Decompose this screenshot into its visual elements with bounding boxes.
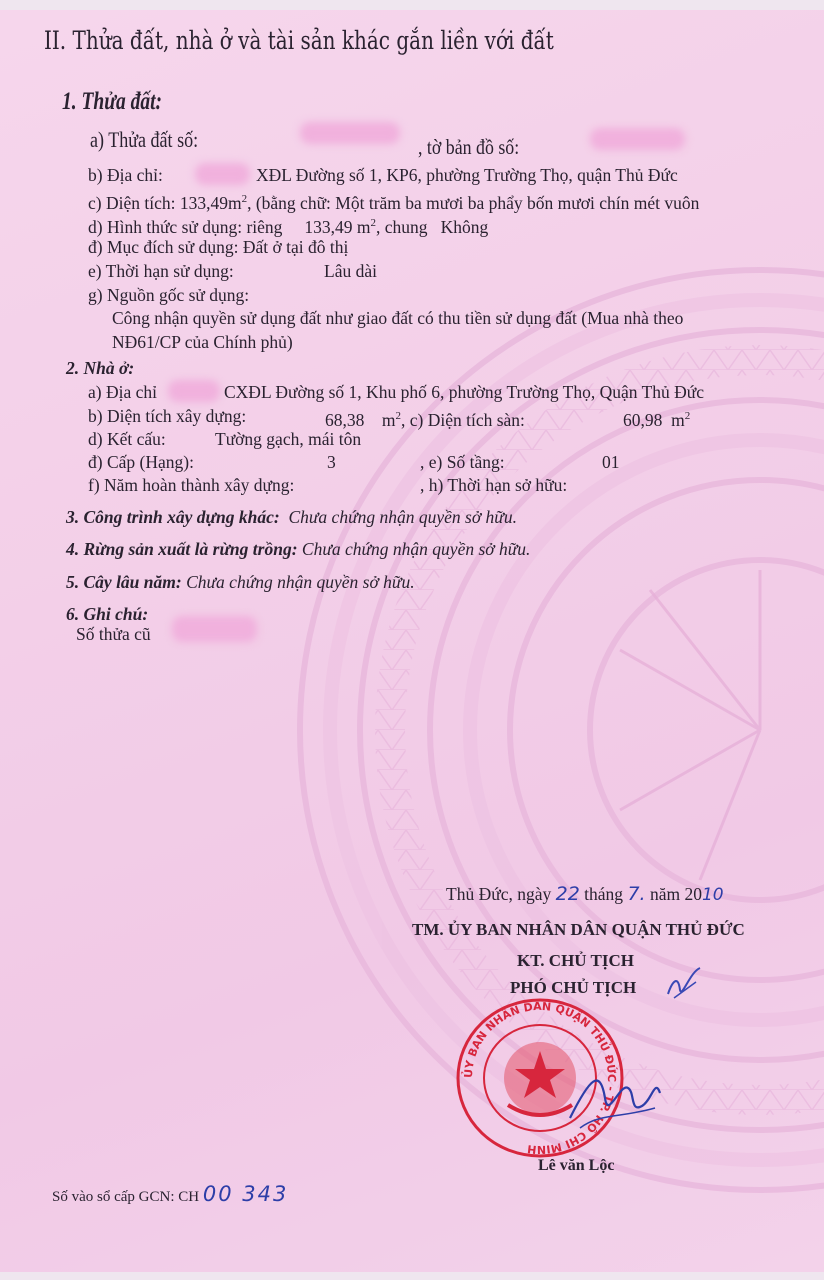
house-heading: 2. Nhà ở: [66,358,135,378]
land-address: XĐL Đường số 1, KP6, phường Trường Thọ, quận Thủ Đức [256,165,678,185]
floor-area-value: 60,98 [623,409,663,430]
land-parcel-number [90,127,199,152]
perennial-trees [66,572,415,592]
land-area-words: , (bằng chữ: Một trăm ba mươi ba phẩy bốn mươi chín mét vuôn [247,192,700,213]
other-works-text: Chưa chứng nhận quyền sở hữu. [288,507,517,527]
other-works [66,507,517,527]
redaction [172,616,257,642]
perennial-trees-heading: 5. Cây lâu năm: [66,572,182,592]
redaction [168,380,220,402]
house-address: CXĐL Đường số 1, Khu phố 6, phường Trường Thọ, Quận Thủ Đức [224,382,705,402]
common-label: , chung [375,216,428,237]
place-date [446,884,724,905]
land-term: Lâu dài [324,261,377,281]
area-unit-sup: 2 [241,193,248,205]
year-handwritten: 10 [701,885,724,905]
house-address-label: a) Địa chỉ [88,382,157,402]
other-works-heading: 3. Công trình xây dựng khác: [66,507,280,527]
area-unit-sup: 2 [370,217,376,229]
registry-number: 00 343 [202,1182,289,1206]
issuing-authority: TM. ỦY BAN NHÂN DÂN QUẬN THỦ ĐỨC [412,920,745,939]
month-label: tháng [584,884,624,904]
build-area [325,406,525,430]
structure-label: d) Kết cấu: [88,429,166,449]
land-area-value: c) Diện tích: 133,49m [88,192,242,213]
land-usage-form [88,213,488,237]
registry-label: Số vào sổ cấp GCN: CH [52,1189,200,1205]
redaction [195,163,250,185]
unit-sup: 2 [684,410,691,422]
planted-forest-text: Chưa chứng nhận quyền sở hữu. [301,539,531,559]
perennial-trees-text: Chưa chứng nhận quyền sở hữu. [186,572,415,592]
signature-scribble [560,1058,670,1138]
certificate-page [0,10,824,1272]
grade: 3 [327,452,336,472]
private-area: 133,49 m [304,216,371,237]
build-area-value: 68,38 [325,409,365,430]
land-area [88,189,699,213]
land-origin-line2: NĐ61/CP của Chính phủ) [112,332,293,352]
redaction [300,122,400,144]
section-title: II. Thửa đất, nhà ở và tài sản khác gắn liền với đất [44,26,554,55]
ownership-term-label: , h) Thời hạn sở hữu: [420,475,568,495]
usage-form-label: d) Hình thức sử dụng: riêng [88,216,283,237]
build-area-label: b) Diện tích xây dựng: [88,406,247,426]
unit-sup: 2 [395,410,401,422]
land-term-label: e) Thời hạn sử dụng: [88,261,234,281]
redaction [590,128,685,150]
land-purpose: đ) Mục đích sử dụng: Đất ở tại đô thị [88,237,349,257]
month-handwritten: 7. [627,883,646,905]
land-address-label: b) Địa chỉ: [88,165,163,185]
planted-forest-heading: 4. Rừng sản xuất là rừng trồng: [66,539,298,559]
unit: m [671,409,685,430]
floor-area [623,406,690,430]
floors: 01 [602,452,620,472]
grade-label: đ) Cấp (Hạng): [88,452,194,472]
floor-area-label: , c) Diện tích sàn: [401,409,525,430]
land-origin-line1: Công nhận quyền sử dụng đất như giao đất có thu tiền sử dụng đất (Mua nhà theo [112,308,684,328]
map-sheet-label: , tờ bản đồ số: [418,135,520,159]
initials-mark [660,962,710,1002]
completion-year-label: f) Năm hoàn thành xây dựng: [88,475,295,495]
registry-line [52,1184,288,1207]
seal-text-path: ỦY BAN NHÂN DÂN QUẬN THỦ ĐỨC - TP. HỒ CHÍ MINH [461,999,619,1157]
common-value: Không [440,216,489,237]
notes-heading: 6. Ghi chú: [66,604,149,624]
role-vice-chairman: PHÓ CHỦ TỊCH [510,978,637,997]
planted-forest [66,539,530,559]
unit: m [381,409,396,430]
land-heading: 1. Thửa đất: [62,88,162,115]
floors-label: , e) Số tầng: [420,452,505,472]
land-origin-label: g) Nguồn gốc sử dụng: [88,285,250,305]
role-chairman: KT. CHỦ TỊCH [517,951,634,970]
parcel-label: a) Thửa đất số: [90,127,199,152]
notes-text: Số thửa cũ [76,624,151,644]
structure: Tường gạch, mái tôn [215,429,362,449]
year-label: năm 20 [649,884,702,904]
place-label: Thủ Đức, ngày [446,884,552,904]
day-handwritten: 22 [555,883,580,905]
signer-name: Lê văn Lộc [538,1157,615,1174]
